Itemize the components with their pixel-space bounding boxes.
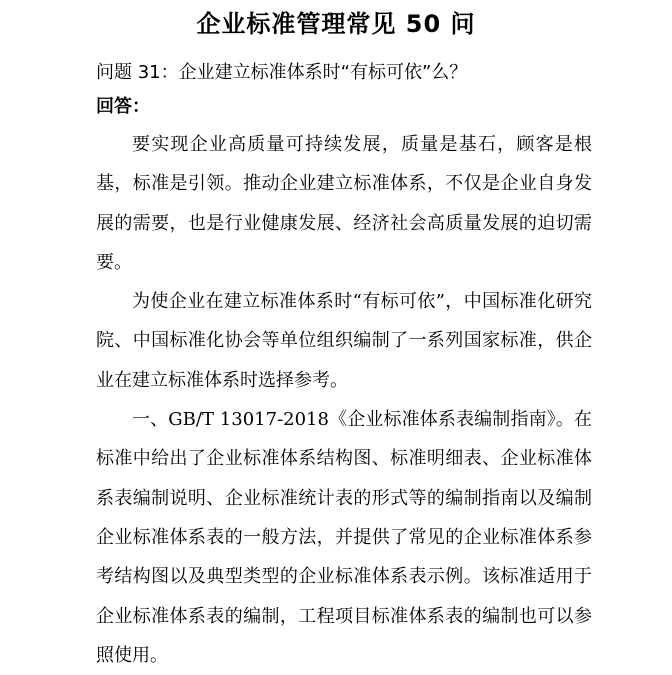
answer-body	[96, 125, 592, 675]
paragraph: 要实现企业高质量可持续发展，质量是基石，顾客是根基，标准是引领。推动企业建立标准体系，不仅是企业自身发展的需要，也是行业健康发展、经济社会高质量发展的迫切需要。	[96, 134, 592, 273]
paragraph: 一、GB/T 13017-2018《企业标准体系表编制指南》。在标准中给出了企业标准体系结构图、标准明细表、企业标准体系表编制说明、企业标准统计表的形式等的编制指南以及编制企业标准体系表的一般方法，并提供了常见的企业标准体系参考结构图以及典型类型的企业标准体系表示例。该标准适用于企业标准体系表的编制，工程项目标准体系表的编制也可以参照使用。	[96, 409, 592, 666]
paragraph: 为使企业在建立标准体系时“有标可依”，中国标准化研究院、中国标准化协会等单位组织编制了一系列国家标准，供企业在建立标准体系时选择参考。	[96, 291, 592, 391]
document-title: 企业标准管理常见 50 问	[196, 10, 476, 38]
question-heading: 问题 31：企业建立标准体系时“有标可依”么？	[96, 62, 468, 83]
answer-label: 回答：	[96, 96, 150, 117]
